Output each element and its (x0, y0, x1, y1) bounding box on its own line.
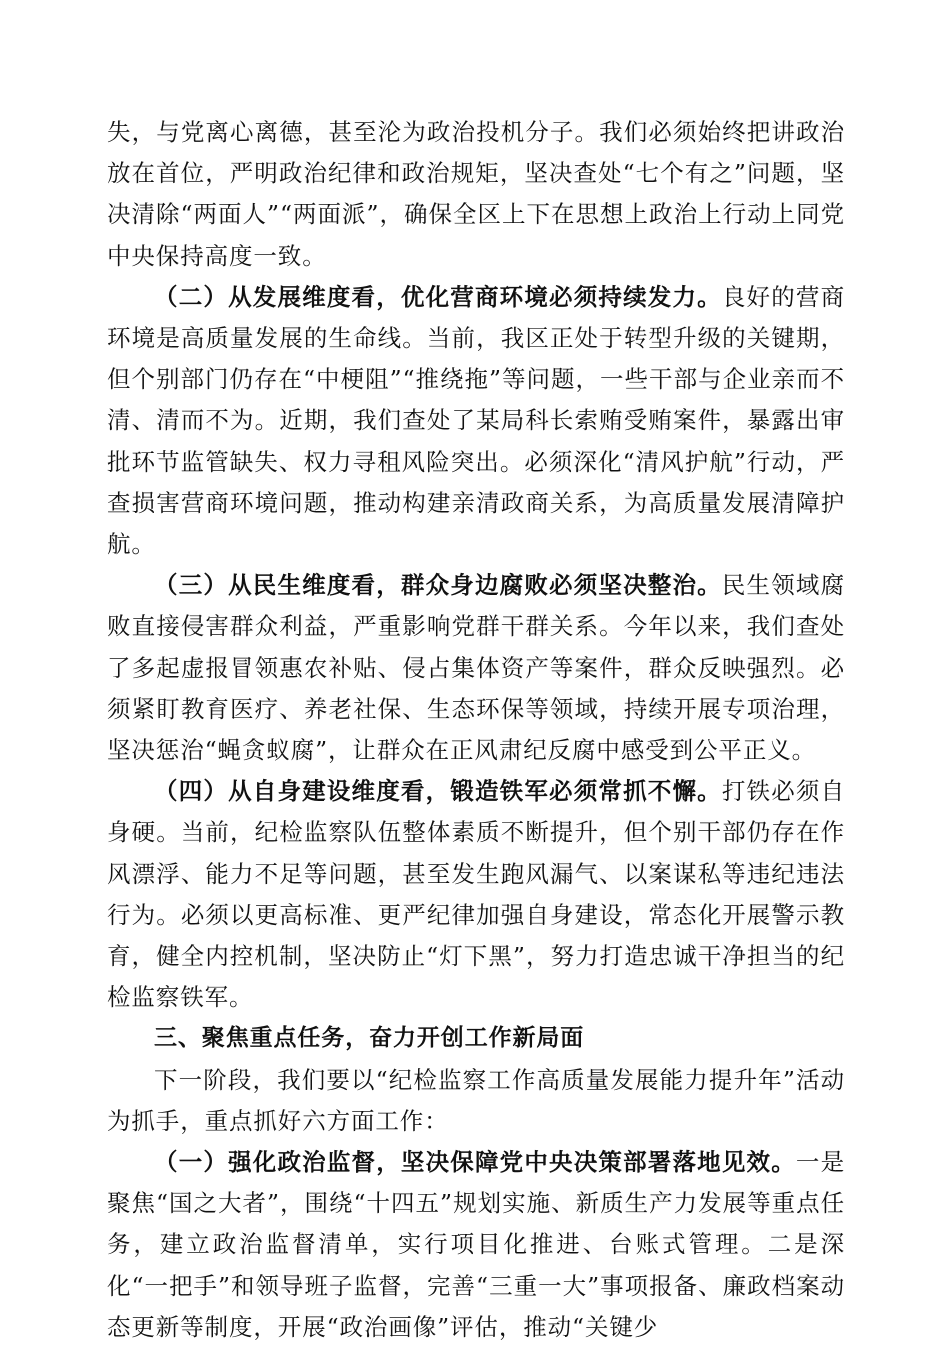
paragraph-self-building (107, 771, 845, 1018)
paragraph-text: 打铁必须自身硬。当前，纪检监察队伍整体素质不断提升，但个别干部仍存在作风漂浮、能力不足等问题，甚至发生跑风漏气、以案谋私等违纪违法行为。必须以更高标准、更严纪律加强自身建设，常态化开展警示教育，健全内控机制，坚决防止“灯下黑”，努力打造忠诚干净担当的纪检监察铁军。 (107, 777, 845, 1012)
paragraph-intro (107, 1060, 845, 1142)
document-body (107, 112, 845, 1348)
paragraph-text: 一是聚焦“国之大者”，围绕“十四五”规划实施、新质生产力发展等重点任务，建立政治监督清单，实行项目化推进、台账式管理。二是深化“一把手”和领导班子监督，完善“三重一大”事项报备、廉政档案动态更新等制度，开展“政治画像”评估，推动“关键少 (107, 1148, 845, 1341)
paragraph-text: 失，与党离心离德，甚至沦为政治投机分子。我们必须始终把讲政治放在首位，严明政治纪律和政治规矩，坚决查处“七个有之”问题，坚决清除“两面人”“两面派”，确保全区上下在思想上政治上行动上同党中央保持高度一致。 (107, 118, 845, 270)
paragraph-lead: （四）从自身建设维度看，锻造铁军必须常抓不懈。 (154, 777, 722, 806)
paragraph-text: 民生领域腐败直接侵害群众利益，严重影响党群干群关系。今年以来，我们查处了多起虚报冒领惠农补贴、侵占集体资产等案件，群众反映强烈。必须紧盯教育医疗、养老社保、生态环保等领域，持续开展专项治理，坚决惩治“蝇贪蚁腐”，让群众在正风肃纪反腐中感受到公平正义。 (107, 571, 845, 765)
paragraph-business-environment (107, 277, 845, 565)
paragraph-political-supervision (107, 1142, 845, 1348)
paragraph-livelihood (107, 565, 845, 771)
section-heading: 三、聚焦重点任务，奋力开创工作新局面 (154, 1025, 585, 1052)
paragraph-lead: （二）从发展维度看，优化营商环境必须持续发力。 (154, 282, 722, 311)
paragraph-text: 下一阶段，我们要以“纪检监察工作高质量发展能力提升年”活动为抓手，重点抓好六方面工作： (107, 1065, 845, 1135)
paragraph-political-continuation (107, 112, 845, 277)
paragraph-lead: （一）强化政治监督，坚决保障党中央决策部署落地见效。 (154, 1148, 796, 1177)
paragraph-text: 良好的营商环境是高质量发展的生命线。当前，我区正处于转型升级的关键期，但个别部门仍存在“中梗阻”“推绕拖”等问题，一些干部与企业亲而不清、清而不为。近期，我们查处了某局科长索贿受贿案件，暴露出审批环节监管缺失、权力寻租风险突出。必须深化“清风护航”行动，严查损害营商环境问题，推动构建亲清政商关系，为高质量发展清障护航。 (107, 282, 845, 559)
paragraph-lead: （三）从民生维度看，群众身边腐败必须坚决整治。 (154, 571, 722, 600)
